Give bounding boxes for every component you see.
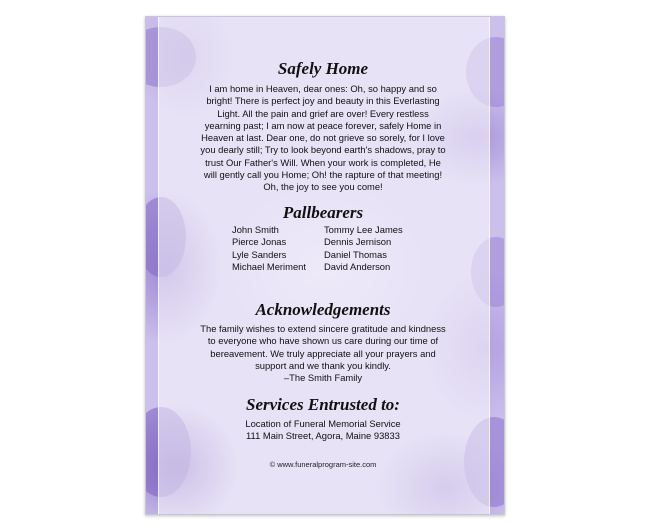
family-signature: –The Smith Family bbox=[283, 372, 363, 384]
poem-line: trust Our Father's Will. When your work is completed, He bbox=[205, 156, 441, 168]
pallbearer-name: Dennis Jernison bbox=[324, 236, 392, 248]
poem-text bbox=[168, 83, 478, 194]
poem-line: you dearly still; Try to look beyond earth's shadows, pray to bbox=[200, 144, 446, 156]
poem-line: Oh, the joy to see you come! bbox=[263, 181, 383, 193]
acknowledgements-text bbox=[168, 323, 478, 384]
funeral-program-page bbox=[145, 16, 505, 515]
services-address: 111 Main Street, Agora, Maine 93833 bbox=[246, 430, 400, 442]
pallbearers-title: Pallbearers bbox=[282, 203, 364, 222]
poem-line: bright! There is perfect joy and beauty in this Everlasting bbox=[206, 95, 440, 107]
services-location: Location of Funeral Memorial Service bbox=[245, 418, 401, 429]
poem-line: Heaven at last. Dear one, do not grieve so sorely, for I love bbox=[201, 132, 445, 144]
pallbearer-name: Tommy Lee James bbox=[324, 224, 403, 235]
footer-copyright: © www.funeralprogram-site.com bbox=[269, 460, 377, 469]
pallbearer-name: John Smith bbox=[232, 224, 279, 235]
poem-line: yearning past; I am now at peace forever, safely Home in bbox=[204, 119, 442, 131]
pallbearer-name: Lyle Sanders bbox=[232, 248, 287, 260]
services-title: Services Entrusted to: bbox=[246, 395, 400, 414]
poem-line: I am home in Heaven, dear ones: Oh, so happy and so bbox=[209, 83, 437, 94]
pallbearer-name: David Anderson bbox=[324, 260, 391, 272]
pallbearer-name: Daniel Thomas bbox=[324, 248, 387, 260]
poem-title: Safely Home bbox=[277, 59, 369, 78]
acknowledgement-line: bereavement. We truly appreciate all your prayers and bbox=[210, 347, 436, 359]
pallbearer-name: Michael Meriment bbox=[232, 260, 306, 272]
acknowledgement-line: to everyone who have shown us care during our time of bbox=[207, 335, 439, 347]
program-content bbox=[158, 17, 488, 514]
poem-line: Light. All the pain and grief are over! Every restless bbox=[217, 107, 429, 119]
acknowledgements-title: Acknowledgements bbox=[255, 300, 391, 319]
pallbearer-name: Pierce Jonas bbox=[232, 236, 287, 248]
acknowledgement-line: The family wishes to extend sincere gratitude and kindness bbox=[200, 323, 446, 334]
pallbearers-list bbox=[232, 224, 424, 273]
services-details bbox=[168, 418, 478, 443]
poem-line: will gently call you Home; Oh! the rapture of that meeting! bbox=[203, 169, 443, 181]
acknowledgement-line: support and we thank you kindly. bbox=[255, 359, 391, 371]
